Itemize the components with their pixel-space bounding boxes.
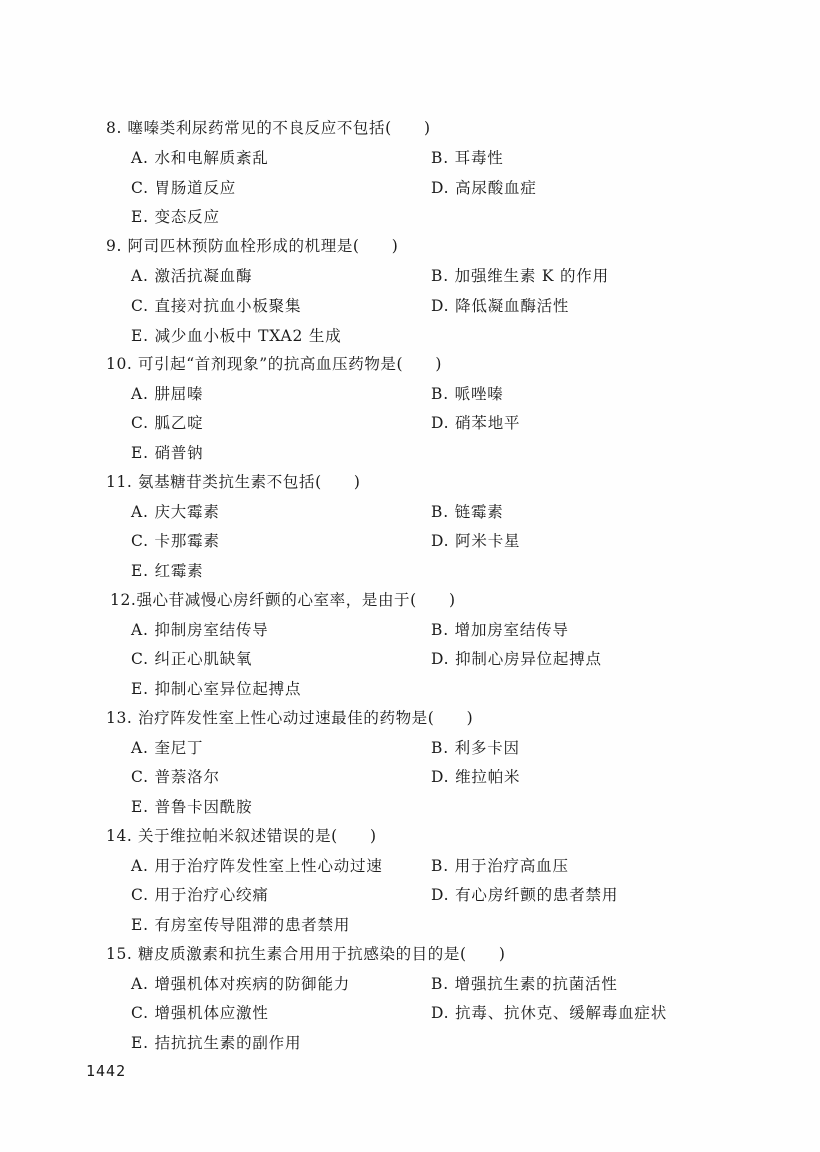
question-10-option-a: A. 肼屈嗪	[131, 385, 204, 403]
question-11-stem: 11. 氨基糖苷类抗生素不包括( )	[106, 473, 361, 491]
question-11-option-a: A. 庆大霉素	[131, 503, 220, 521]
question-9-stem: 9. 阿司匹林预防血栓形成的机理是( )	[106, 237, 399, 255]
question-10-option-d: D. 硝苯地平	[431, 414, 521, 432]
question-8-option-c: C. 胃肠道反应	[131, 179, 237, 197]
question-12-option-b: B. 增加房室结传导	[431, 621, 569, 639]
question-12-option-a: A. 抑制房室结传导	[131, 621, 269, 639]
question-15-option-d: D. 抗毒、抗休克、缓解毒血症状	[431, 1004, 668, 1022]
question-13-option-d: D. 维拉帕米	[431, 768, 521, 786]
question-15-option-c: C. 增强机体应激性	[131, 1004, 269, 1022]
question-14-option-a: A. 用于治疗阵发性室上性心动过速	[131, 857, 383, 875]
question-14-option-b: B. 用于治疗高血压	[431, 857, 569, 875]
question-11-option-b: B. 链霉素	[431, 503, 504, 521]
question-9-option-a: A. 激活抗凝血酶	[131, 267, 253, 285]
question-13-option-b: B. 利多卡因	[431, 739, 520, 757]
page-number: 1442	[86, 1062, 127, 1080]
question-9-option-c: C. 直接对抗血小板聚集	[131, 297, 302, 315]
question-10-option-e: E. 硝普钠	[131, 444, 204, 462]
question-8-option-a: A. 水和电解质紊乱	[131, 149, 269, 167]
question-9-option-b: B. 加强维生素 K 的作用	[431, 267, 609, 285]
question-11-option-c: C. 卡那霉素	[131, 532, 220, 550]
question-9-option-d: D. 降低凝血酶活性	[431, 297, 570, 315]
question-12-option-d: D. 抑制心房异位起搏点	[431, 650, 602, 668]
question-15-option-e: E. 拮抗抗生素的副作用	[131, 1034, 302, 1052]
question-10-stem: 10. 可引起“首剂现象”的抗高血压药物是( )	[106, 355, 443, 373]
question-8-option-e: E. 变态反应	[131, 208, 220, 226]
question-11-option-d: D. 阿米卡星	[431, 532, 521, 550]
question-14-option-c: C. 用于治疗心绞痛	[131, 886, 269, 904]
question-14-stem: 14. 关于维拉帕米叙述错误的是( )	[106, 827, 377, 845]
question-11-option-e: E. 红霉素	[131, 562, 204, 580]
question-13-option-a: A. 奎尼丁	[131, 739, 204, 757]
question-10-option-c: C. 胍乙啶	[131, 414, 204, 432]
question-14-option-d: D. 有心房纤颤的患者禁用	[431, 886, 619, 904]
question-15-option-a: A. 增强机体对疾病的防御能力	[131, 975, 351, 993]
question-12-option-c: C. 纠正心肌缺氧	[131, 650, 253, 668]
question-14-option-e: E. 有房室传导阻滞的患者禁用	[131, 916, 351, 934]
question-15-option-b: B. 增强抗生素的抗菌活性	[431, 975, 618, 993]
question-13-stem: 13. 治疗阵发性室上性心动过速最佳的药物是( )	[106, 709, 474, 727]
question-12-option-e: E. 抑制心室异位起搏点	[131, 680, 302, 698]
question-8-option-b: B. 耳毒性	[431, 149, 504, 167]
question-8-stem: 8. 噻嗪类利尿药常见的不良反应不包括( )	[106, 119, 431, 137]
question-15-stem: 15. 糖皮质激素和抗生素合用用于抗感染的目的是( )	[106, 945, 506, 963]
question-9-option-e: E. 减少血小板中 TXA2 生成	[131, 327, 342, 345]
question-13-option-e: E. 普鲁卡因酰胺	[131, 798, 253, 816]
question-8-option-d: D. 高尿酸血症	[431, 179, 537, 197]
question-10-option-b: B. 哌唑嗪	[431, 385, 504, 403]
question-12-stem: 12.强心苷减慢心房纤颤的心室率，是由于( )	[110, 591, 456, 609]
question-13-option-c: C. 普萘洛尔	[131, 768, 220, 786]
